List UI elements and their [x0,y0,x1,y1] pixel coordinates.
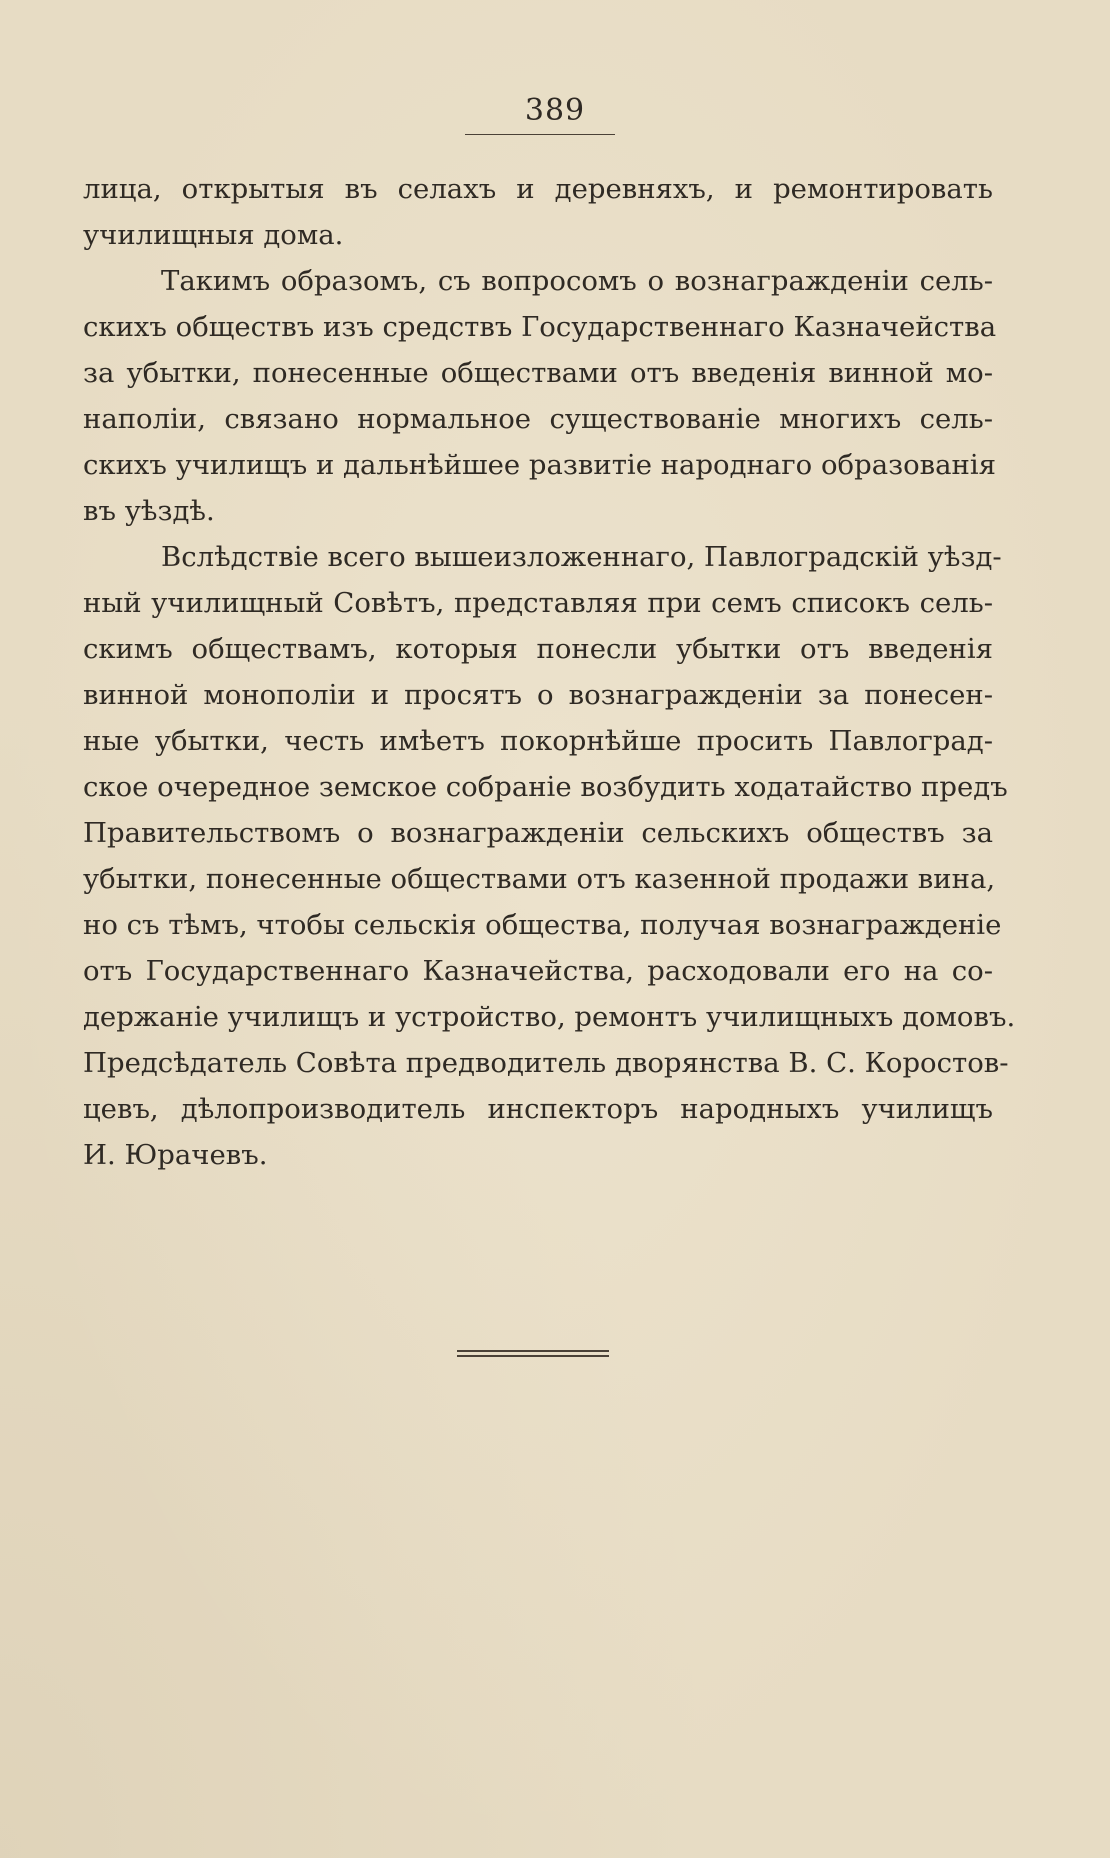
header-rule [465,134,615,135]
text-line: ское очередное земское собраніе возбудить ходатайство предъ [83,771,1008,803]
text-line: но съ тѣмъ, чтобы сельскія общества, получая вознагражденіе [83,909,1002,941]
text-line: ный училищный Совѣтъ, представляя при семъ списокъ сель- [83,587,993,619]
text-line: держаніе училищъ и устройство, ремонтъ училищныхъ домовъ. [83,1001,1016,1033]
text-line: скихъ обществъ изъ средствъ Государственнаго Казначейства [83,311,997,343]
text-line: Вслѣдствіе всего вышеизложеннаго, Павлоградскій уѣзд- [161,541,1002,573]
text-line: ные убытки, честь имѣетъ покорнѣйше просить Павлоград- [83,725,993,757]
text-line: училищныя дома. [83,219,344,251]
text-line: Правительствомъ о вознагражденіи сельскихъ обществъ за [83,817,993,849]
text-line: отъ Государственнаго Казначейства, расходовали его на со- [83,955,993,987]
section-end-double-rule [457,1350,609,1358]
body-text [83,166,1016,1178]
text-line: Предсѣдатель Совѣта предводитель дворянства В. С. Коростов- [83,1047,1009,1079]
text-line: цевъ, дѣлопроизводитель инспекторъ народныхъ училищъ [83,1093,993,1125]
page-number: 389 [524,93,586,128]
text-line: Такимъ образомъ, съ вопросомъ о вознагражденіи сель- [161,265,993,297]
text-line: скихъ училищъ и дальнѣйшее развитіе народнаго образованія [83,449,996,481]
text-line: убытки, понесенные обществами отъ казенной продажи вина, [83,863,996,895]
text-line: И. Юрачевъ. [83,1139,268,1171]
text-line: наполіи, связано нормальное существованіе многихъ сель- [83,403,993,435]
text-line: лица, открытыя въ селахъ и деревняхъ, и ремонтировать [83,173,993,205]
text-line: винной монополіи и просятъ о вознагражденіи за понесен- [83,679,993,711]
text-line: въ уѣздѣ. [83,495,215,527]
text-line: за убытки, понесенные обществами отъ введенія винной мо- [83,357,993,389]
text-line: скимъ обществамъ, которыя понесли убытки отъ введенія [83,633,993,665]
